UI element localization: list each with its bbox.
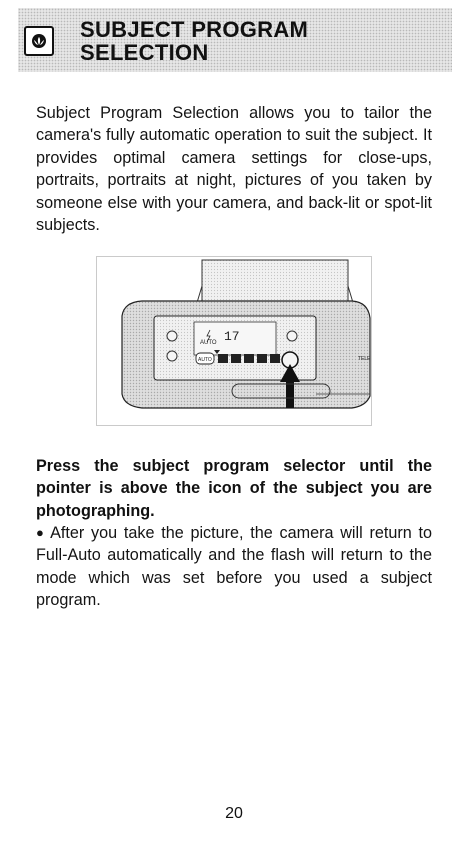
bullet-icon: ●	[36, 525, 47, 540]
camera-illustration	[96, 256, 372, 426]
night-portrait-icon	[244, 354, 254, 363]
page-number: 20	[225, 805, 243, 822]
mode-button-upper[interactable]	[167, 331, 177, 341]
subject-program-icon	[24, 26, 54, 56]
intro-paragraph: Subject Program Selection allows you to tailor the camera's fully automatic operation to suit the subject. It provides optimal camera settings for close-ups, portraits, portraits at night, pictures of you taken by someone else with your camera, and back-lit or spot-lit subjects.	[36, 104, 432, 235]
section-header	[18, 8, 452, 72]
mode-button-lower[interactable]	[167, 351, 177, 361]
close-up-icon	[218, 354, 228, 363]
spot-icon	[270, 354, 280, 363]
title-line-2: SELECTION	[80, 40, 209, 65]
panel-button-upper[interactable]	[287, 331, 297, 341]
camera-top	[202, 260, 348, 302]
title-line-1: SUBJECT PROGRAM	[80, 17, 309, 42]
page-title	[80, 18, 308, 64]
portrait-icon	[231, 354, 241, 363]
self-timer-icon	[257, 354, 267, 363]
lcd-counter: 17	[224, 329, 240, 344]
tele-mark: TELE	[358, 356, 371, 362]
note-text: After you take the picture, the camera will return to Full-Auto automatically and the flash will return to the mode which was set before you used a subject program.	[36, 524, 432, 610]
instruction-text: Press the subject program selector until the pointer is above the icon of the subject you are photographing.	[36, 457, 432, 520]
lcd-mode-label: AUTO	[200, 340, 217, 346]
auto-button-label: AUTO	[198, 357, 212, 363]
note-paragraph	[36, 522, 432, 612]
